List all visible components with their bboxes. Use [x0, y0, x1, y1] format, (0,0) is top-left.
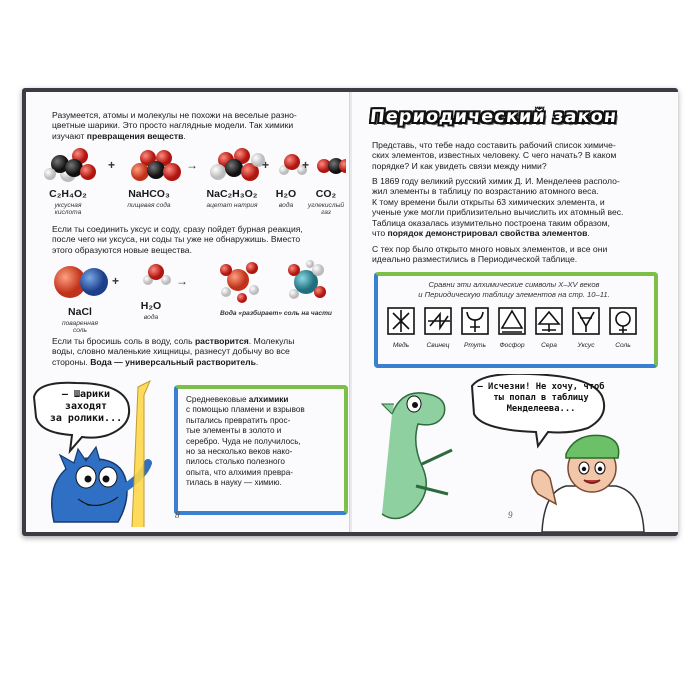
alchemy-fact-text: Средневековые алхимики с помощью пламени и взрывов пытались превратить прос- тые элементы в золото и серебро. Чуда не получилось, но за несколько веков нако- пилось столько полезного опыта, что алхимия превра- тилась в науку — химию.	[186, 395, 305, 488]
page-number: 8	[175, 510, 180, 520]
acetic-acid-molecule	[44, 148, 96, 182]
reaction-paragraph: Если ты соединить уксус и соду, сразу пойдет бурная реакция, после чего ни уксуса, ни соды ты уже не обнаружишь. Вместо этого образуются новые вещества.	[52, 224, 303, 255]
formula-water-2: H₂O	[140, 300, 162, 312]
alchemy-labels-row	[384, 342, 646, 354]
label-phosphorus: Фосфор	[499, 342, 525, 349]
plus-sign: +	[112, 274, 120, 288]
page-number: 9	[508, 510, 513, 520]
formula-baking-soda: NaHCO₃	[128, 188, 170, 200]
water-molecule	[143, 264, 171, 285]
caption-sodium-acetate: ацетат натрия	[206, 202, 258, 209]
plus-sign: +	[302, 158, 310, 172]
formula-water: H₂O	[275, 188, 297, 200]
intro-paragraph: Разумеется, атомы и молекулы не похожи на веселые разно- цветные шарики. Это просто наглядные модели. Так химики изучают превращения веществ.	[52, 110, 297, 141]
intro-paragraph: Представь, что тебе надо составить рабочий список химиче- ских элементов, известных человеку. С чего начать? В каком порядке? И как увидеть связи между ними?	[372, 140, 617, 171]
salt-molecule	[54, 266, 108, 298]
label-lead: Свинец	[426, 342, 450, 349]
new-elements-paragraph: С тех пор было открыто много новых элементов, и все они идеально разместились в Периодической таблице.	[372, 244, 608, 265]
plus-sign: +	[108, 158, 116, 172]
caption-acetic-acid: уксусная кислота	[54, 202, 82, 216]
plus-sign: +	[262, 158, 270, 172]
formula-salt: NaCl	[68, 306, 92, 318]
alchemy-symbols-svg	[384, 304, 646, 338]
caption-dissolving: Вода «разбирает» соль на части	[220, 310, 332, 317]
label-vinegar: Уксус	[577, 342, 595, 349]
label-sulfur: Сера	[541, 342, 557, 349]
left-speech-text: — Шарики заходят за ролики...	[49, 389, 123, 424]
caption-baking-soda: пищевая сода	[127, 202, 171, 209]
pencil-icon	[132, 381, 150, 527]
caption-co2: углекислый газ	[307, 202, 345, 216]
baking-soda-molecule	[131, 150, 181, 181]
dissolved-ions	[220, 260, 326, 303]
caption-water: вода	[278, 202, 294, 209]
reaction-arrow: →	[176, 274, 188, 288]
caption-water-2: вода	[143, 314, 159, 321]
reaction-arrow: →	[186, 158, 198, 172]
right-page	[352, 92, 678, 532]
green-dragon-icon	[382, 393, 452, 519]
alchemy-caption: Сравни эти алхимические символы X–XV веков и Периодическую таблицу элементов на стр. 10–11.	[418, 280, 610, 299]
label-mercury: Ртуть	[463, 342, 486, 349]
right-speech-text: — Исчезни! Не хочу, чтоб ты попал в таблицу Менделеева...	[477, 382, 605, 414]
left-page	[26, 92, 352, 532]
formula-sodium-acetate: NaC₂H₃O₂	[206, 188, 258, 200]
carbon-dioxide-molecule	[317, 158, 346, 174]
mendeleev-paragraph: В 1869 году великий русский химик Д. И. Менделеев располо- жил элементы в таблицу по возрастанию атомного веса. К тому времени были открыты 63 химических элемента, и ученые уже могли приблизительно вычислить их атомный вес. Таблица оказалась изумительно построена таким образом, что порядок демонстрировал свойства элементов.	[372, 176, 624, 239]
raised-hand-icon	[532, 470, 556, 504]
formula-acetic-acid: C₂H₄O₂	[49, 188, 87, 200]
label-salt: Соль	[615, 342, 631, 349]
boy-character-icon	[532, 435, 644, 532]
page-title: Периодический закон	[368, 107, 619, 127]
sodium-acetate-molecule	[210, 148, 265, 181]
dissolve-paragraph: Если ты бросишь соль в воду, соль растворится. Молекулы воды, словно маленькие хищницы, разнесут добычу во все стороны. Вода — универсальный растворитель.	[52, 336, 295, 367]
formula-co2: CO₂	[315, 188, 337, 200]
label-copper: Медь	[392, 342, 410, 349]
caption-salt: поваренная соль	[61, 320, 99, 334]
alchemy-symbols-row	[384, 304, 646, 364]
